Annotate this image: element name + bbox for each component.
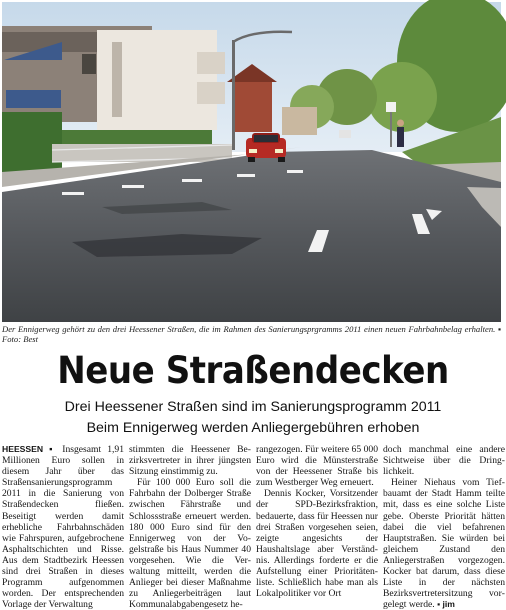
street-photo-illustration [2,2,501,322]
subheadline-line-2: Beim Ennigerweg werden Anliegergebühren erhoben [86,420,420,436]
article-paragraph: rangezogen. Für weitere 65 000 Euro wird die Münsterstraße von der Heessener Straße bis zum Westberger Weg erneuert. [256,444,378,489]
photo-caption: Der Ennigerweg gehört zu den drei Heessener Straßen, die im Rahmen des Sanierungsprgramms 2011 einen neuen Fahrbahnbelag erhalten. ▪ Foto: Best [2,324,501,345]
dateline: HEESSEN [2,444,44,454]
article-paragraph: Für 100 000 Euro soll die Fahrbahn der Dolberger Straße zwischen Fährstraße und Schlossstraße erneuert werden. 180 000 Euro sind für den Ennigerweg von der Vogelstraße bis Haus Nummer 40 vorgesehen. Wie die Verwaltung mitteilt, werden die Anlieger bei dieser Maßnahme zu Anliegerbeiträgen laut Kommunalabgabengesetz he- [129,477,251,610]
article-paragraph: stimmten die Heessener Bezirksvertreter in ihrer jüngsten Sitzung einstimmig zu. [129,444,251,478]
paragraph-text: Heiner Niehaus vom Tiefbauamt der Stadt Hamm teilte mit, dass es eine solche Liste gebe. Oberste Priorität hätten dabei die viel befahrenen Hauptstraßen. Sie würden bei gleichem Zustand den Anliegerstraßen vorgezogen. Kocker bat darum, dass diese Liste in der nächsten Bezirksvertretersitzung vorgelegt werde. [383,477,505,610]
article-photo [2,2,501,322]
article-column-4 [383,444,505,610]
article-body [2,444,505,610]
headline: Neue Straßendecken [57,349,449,392]
article-paragraph: doch manchmal eine andere Sichtweise über die Dringlichkeit. [383,444,505,478]
article-column-2 [129,444,251,610]
article-paragraph: Dennis Kocker, Vorsitzender der SPD-Bezirksfraktion, bedauerte, dass für Heessen nur drei Straßen vorgesehen seien, zeigte angesichts der Haushaltslage aber Verständnis. Allerdings forderte er die Aufstellung einer Prioritätenliste. Schließlich habe man als Lokalpolitiker vor Ort [256,488,378,600]
subheadline-line-1: Drei Heessener Straßen sind im Sanierungsprogramm 2011 [64,399,442,415]
author-signature: ▪ jim [437,599,455,610]
article-column-1 [2,444,124,610]
paragraph-text: Insgesamt 1,91 Millionen Euro sollen in diesem Jahr über das Straßensanierungsprogramm 2011 in die Sanierung von Straßendecken fließen. Beseitigt werden damit erhebliche Fahrbahnschäden wie Fahrspuren, aufgebrochene Asphaltschichten und Risse. Aus dem Stadtbezirk Heessen sind drei Straßen in dieses Programm aufgenommen worden. Der entsprechenden Vorlage der Verwaltung [2,444,125,610]
article-paragraph [383,477,505,610]
article-paragraph [2,444,124,610]
article-column-3 [256,444,378,599]
subheadline [0,397,506,439]
bullet: ▪ [49,444,57,455]
red-car [246,133,286,162]
